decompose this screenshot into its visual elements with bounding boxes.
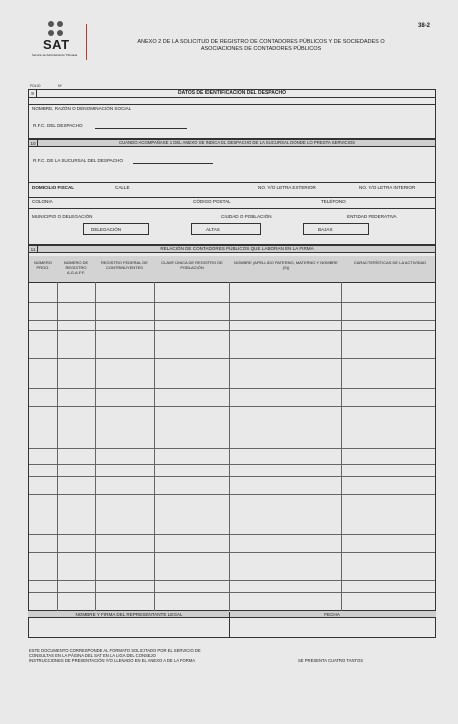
entidad-label: ENTIDAD FEDERATIVA [347, 214, 397, 219]
signature-date-label: FECHA [324, 612, 340, 617]
form-code: 38-2 [418, 23, 431, 29]
domicilio-label: DOMICILIO FISCAL [32, 185, 75, 190]
section-9-number: 9 [31, 91, 34, 96]
header-divider [86, 24, 87, 60]
section-10-box [28, 139, 436, 245]
rfc-sucursal-label: R.F.C. DE LA SUCURSAL DEL DESPACHO [33, 158, 123, 163]
folio-number-label: Nº [58, 84, 62, 88]
calle-label: CALLE [115, 185, 130, 190]
municipio-label: MUNICIPIO O DELEGACIÓN [32, 214, 93, 219]
section-9-box [28, 89, 436, 139]
ciudad-label: CIUDAD O POBLACIÓN [221, 214, 272, 219]
delegacion-box[interactable]: DELEGACIÓN [83, 223, 149, 235]
footer-line1: ESTE DOCUMENTO CORRESPONDE AL FORMATO SOLICITADO POR EL SERVICIO DE [29, 648, 201, 653]
form-title-line2: ASOCIACIONES DE CONTADORES PÚBLICOS [200, 46, 322, 52]
rfc-sucursal-field[interactable] [133, 163, 213, 164]
section-11-number: 11 [30, 247, 36, 252]
footer-line2: CONSULTAS EN LA PÁGINA DEL SAT EN LA LIGA DEL CONSEJO [29, 653, 156, 658]
sat-emblem-icon [46, 20, 66, 38]
col-header-registro: NÚMERO DE REGISTRO A.G.A.F.F. [63, 260, 89, 275]
section-11-title: RELACIÓN DE CONTADORES PÚBLICOS QUE LABORAN EN LA FIRMA [160, 246, 314, 251]
col-header-rfc: REGISTRO FEDERAL DE CONTRIBUYENTES [101, 260, 148, 270]
num-int-label: NO. Y/O LETRA INTERIOR [359, 185, 416, 190]
cp-label: CÓDIGO POSTAL [193, 199, 231, 204]
footer-copies: SE PRESENTA CUATRO TANTOS [298, 658, 363, 663]
table-body[interactable] [29, 282, 435, 612]
section-10-title: CUANDO ACOMPAÑASE 1 DEL ANEXO SE INDICA EL DESPACHO DE LA SUCURSAL DONDE LO PRESTA SERVICIOS [118, 140, 356, 145]
section-10-number: 10 [30, 141, 36, 146]
bajas-box[interactable]: BAJAS [303, 223, 369, 235]
section-9-title: DATOS DE IDENTIFICACIÓN DEL DESPACHO [178, 90, 286, 96]
rfc-despacho-label: R.F.C. DEL DESPACHO [33, 123, 83, 128]
altas-box[interactable]: ALTAS [191, 223, 261, 235]
num-ext-label: NO. Y/O LETRA EXTERIOR [258, 185, 316, 190]
folio-label: FOLIO [30, 84, 41, 88]
col-header-nombre: NOMBRE (APELLIDO PATERNO, MATERNO Y NOMBRE (S)) [234, 260, 338, 270]
sat-logo [30, 20, 82, 64]
footer-line3: INSTRUCCIONES DE PRESENTACIÓN Y/O LLENADO EN EL ANEXO A DE LA FORMA [29, 658, 196, 663]
col-header-curp: CLAVE ÚNICA DE REGISTRO DE POBLACIÓN [161, 260, 223, 270]
section-11-table [28, 245, 436, 611]
telefono-label: TELÉFONO [321, 199, 346, 204]
logo-text: SAT [43, 37, 70, 52]
rfc-despacho-field[interactable] [95, 128, 187, 129]
col-header-actividad: CARACTERÍSTICAS DE LA ACTIVIDAD [353, 260, 427, 265]
logo-subtext: Servicio de Administración Tributaria [32, 53, 78, 57]
signature-name-label: NOMBRE Y FIRMA DEL REPRESENTANTE LEGAL [75, 612, 183, 617]
signature-box [28, 611, 436, 638]
colonia-label: COLONIA [32, 199, 53, 204]
business-name-label: NOMBRE, RAZÓN O DENOMINACIÓN SOCIAL [32, 106, 132, 111]
col-header-num: NÚMERO PROG. [34, 260, 52, 270]
form-title-line1: ANEXO 2 DE LA SOLICITUD DE REGISTRO DE CONTADORES PÚBLICOS Y DE SOCIEDADES O [137, 39, 385, 45]
